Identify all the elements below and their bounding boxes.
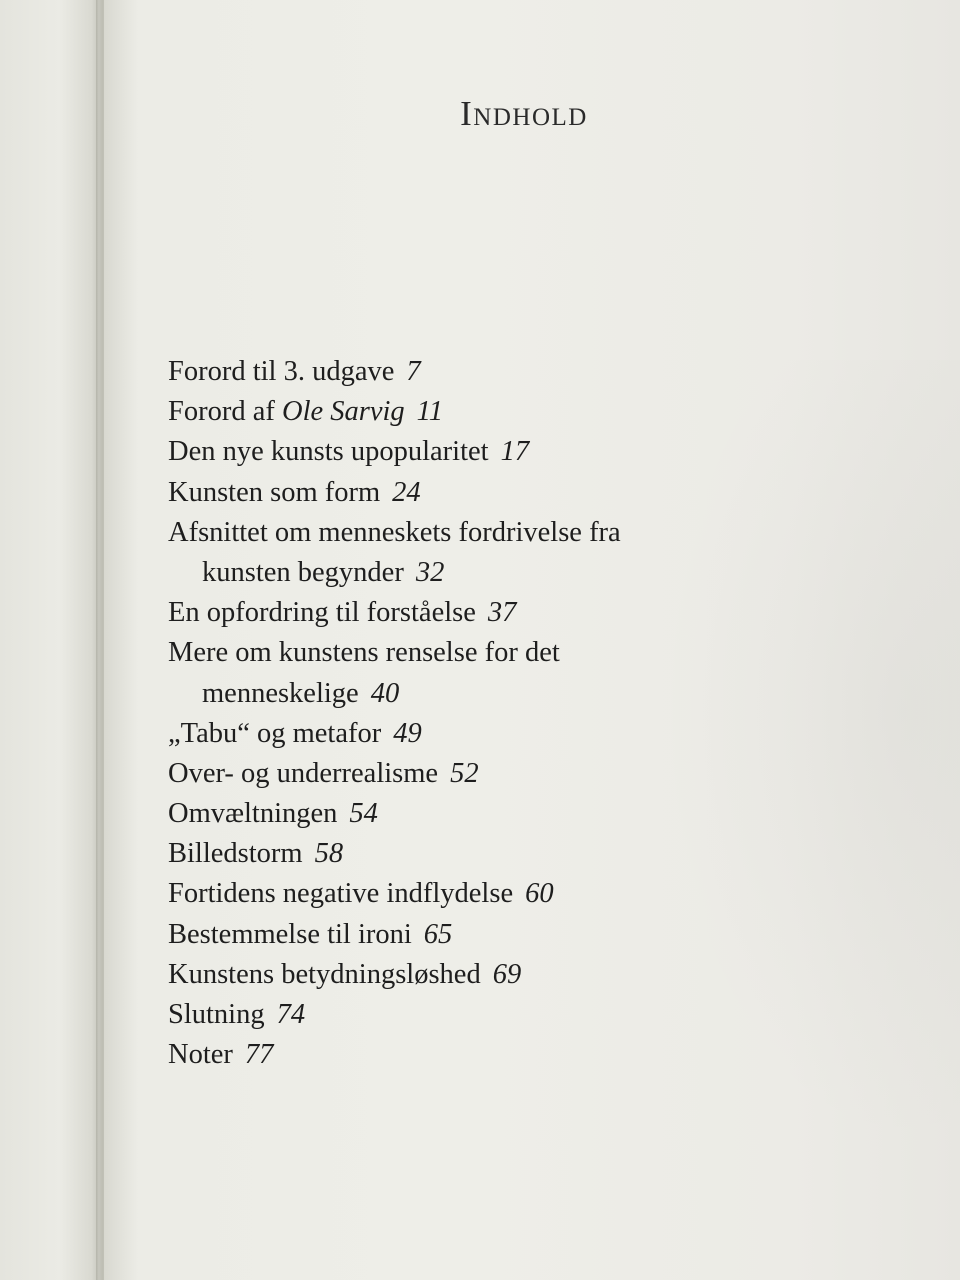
toc-entry (168, 1035, 728, 1075)
toc-entry (168, 513, 728, 593)
toc-entry-page: 58 (314, 838, 344, 870)
toc-entry-page: 24 (392, 476, 421, 508)
toc-entry (168, 955, 728, 995)
toc-entry-page: 49 (393, 717, 422, 749)
toc-entry-page: 40 (370, 677, 400, 709)
toc-entry-title-continued: menneskelige (202, 677, 359, 709)
toc-entry-page: 60 (525, 878, 554, 910)
toc-entry-title: Kunsten som form (168, 476, 381, 508)
toc-entry-page: 52 (450, 757, 479, 789)
toc-entry (168, 392, 728, 432)
toc-entry (168, 794, 728, 834)
toc-entry-title: „Tabu“ og metafor (168, 717, 382, 749)
toc-entry-title: Afsnittet om menneskets fordrivelse fra (168, 516, 621, 548)
toc-entry-title: Over- og underrealisme (168, 757, 439, 789)
toc-entry-page: 7 (406, 356, 421, 387)
toc-entry-page: 69 (492, 958, 522, 990)
toc-entry-page: 32 (415, 556, 445, 588)
toc-entry-title: Bestemmelse til ironi (168, 918, 412, 950)
toc-entry (168, 834, 728, 874)
toc-entry-title: Forord af (168, 396, 282, 428)
toc-entry (168, 714, 728, 754)
toc-entry-title: Forord til 3. udgave (168, 356, 395, 387)
toc-entry-page: 11 (416, 396, 444, 428)
page-title: Indhold (460, 94, 588, 133)
toc-entry (168, 473, 728, 513)
toc-entry-title: Slutning (168, 999, 265, 1030)
toc-entry (168, 874, 728, 914)
toc-entry-page: 77 (244, 1039, 274, 1071)
toc-entry (168, 633, 728, 713)
table-of-contents (168, 352, 728, 1075)
book-gutter (96, 0, 99, 1280)
toc-entry-page: 37 (487, 597, 517, 629)
toc-entry (168, 915, 728, 955)
toc-entry-title: Den nye kunsts upopularitet (168, 436, 489, 468)
toc-entry (168, 995, 728, 1035)
toc-entry-title: Fortidens negative indflydelse (168, 878, 514, 910)
toc-entry-page: 17 (500, 436, 530, 468)
toc-entry-title: Omvæltningen (168, 798, 338, 830)
toc-entry-page: 54 (349, 798, 378, 830)
left-page-edge (0, 0, 108, 1280)
toc-entry-title: Mere om kunstens renselse for det (168, 637, 560, 669)
toc-entry-author: Ole Sarvig (281, 396, 405, 428)
toc-entry-page: 65 (423, 918, 453, 950)
toc-entry-page: 74 (276, 999, 306, 1030)
toc-entry-title: En opfordring til forståelse (168, 597, 476, 629)
toc-entry (168, 593, 728, 633)
toc-entry-title-continued: kunsten begynder (202, 556, 404, 588)
toc-entry-title: Noter (168, 1039, 233, 1071)
toc-entry (168, 352, 728, 392)
toc-entry-title: Kunstens betydningsløshed (168, 958, 481, 990)
toc-entry (168, 754, 728, 794)
toc-entry-title: Billedstorm (168, 838, 303, 870)
toc-entry (168, 432, 728, 472)
